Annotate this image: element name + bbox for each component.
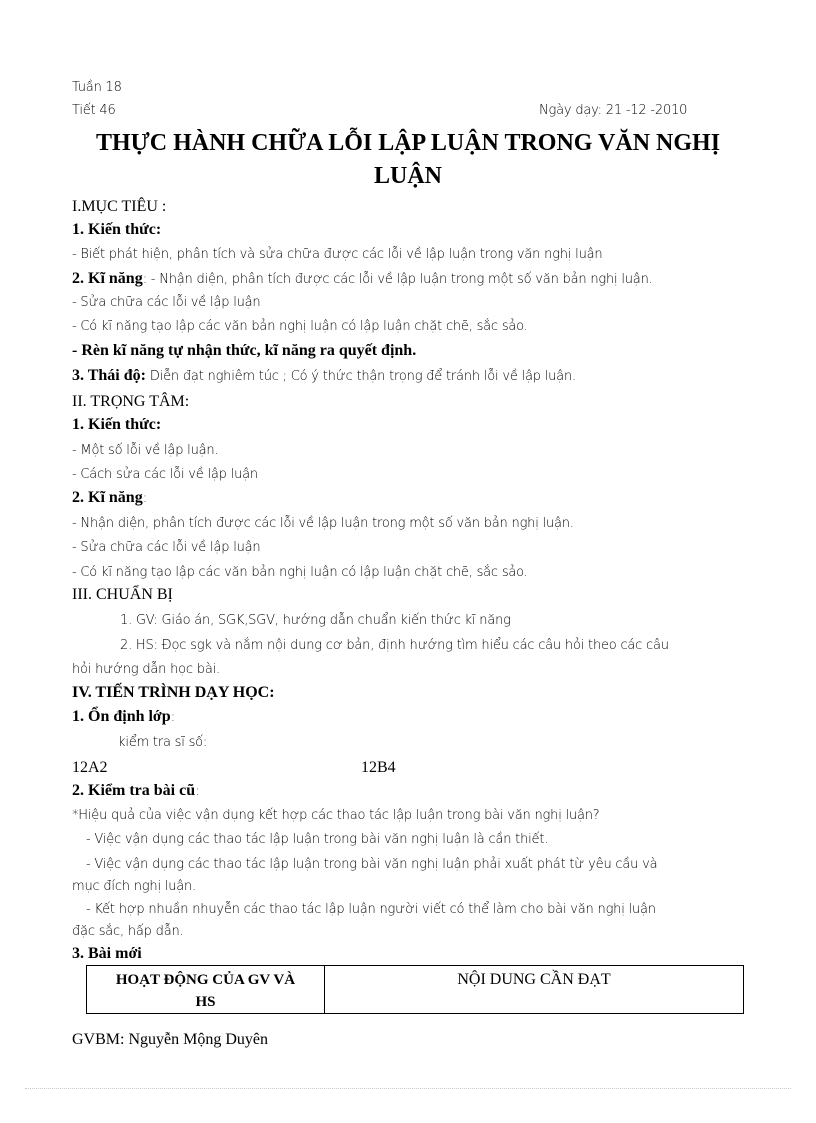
objectives-attitude-heading: 3. Thái độ: [72, 367, 146, 384]
class-label: 12B4 [361, 759, 396, 776]
objectives-skills-line [72, 269, 653, 290]
preparation-heading: III. CHUẨN BỊ [72, 586, 173, 603]
objectives-knowledge-item: - Biết phát hiện, phân tích và sửa chữa được các lỗi về lập luận trong văn nghị luận [72, 247, 603, 262]
table-header-activities [87, 966, 325, 1013]
review-question: *Hiệu quả của việc vận dụng kết hợp các thao tác lập luận trong bài văn nghị luận? [72, 808, 600, 823]
lesson-activity-table [86, 965, 744, 1014]
attendance-label: kiểm tra sĩ số: [118, 735, 208, 750]
step2-heading-line [72, 781, 199, 802]
focus-skills-item: - Nhận diện, phân tích được các lỗi về lập luận trong một số văn bản nghị luận. [72, 516, 574, 531]
objectives-heading: I.MỤC TIÊU : [72, 198, 167, 215]
review-answer-continued: mục đích nghị luận. [72, 879, 196, 894]
focus-knowledge-item: - Một số lỗi về lập luận. [72, 443, 219, 458]
focus-skills-colon: : [142, 491, 147, 506]
table-header-content: NỘI DUNG CẦN ĐẠT [457, 971, 611, 988]
objectives-skills-item: - Sửa chữa các lỗi về lập luận [72, 295, 261, 310]
teacher-footer: GVBM: Nguyễn Mộng Duyên [72, 1031, 268, 1048]
week-label: Tuần 18 [72, 80, 122, 95]
review-answer: - Việc vận dụng các thao tác lập luận trong bài văn nghị luận phải xuất phát từ yêu cầu và [86, 857, 658, 872]
step3-heading: 3. Bài mới [72, 945, 142, 962]
objectives-skills-item: - Có kĩ năng tạo lập các văn bản nghị luận có lập luận chặt chẽ, sắc sảo. [72, 319, 528, 334]
objectives-knowledge-heading: 1. Kiến thức: [72, 221, 162, 238]
objectives-attitude-text: Diễn đạt nghiêm túc ; Có ý thức thận trọng để tránh lỗi về lập luận. [145, 369, 576, 384]
focus-knowledge-item: - Cách sửa các lỗi về lập luận [72, 467, 258, 482]
class-label: 12A2 [72, 759, 108, 776]
step2-colon: : [195, 784, 200, 799]
date-label: Ngày dạy: 21 -12 -2010 [539, 103, 688, 118]
review-answer: - Kết hợp nhuần nhuyễn các thao tác lập luận người viết có thể làm cho bài văn nghị luận [86, 902, 656, 917]
step2-heading: 2. Kiểm tra bài cũ [72, 782, 196, 799]
preparation-item: 1. GV: Giáo án, SGK,SGV, hướng dẫn chuẩn kiến thức kĩ năng [120, 613, 511, 628]
focus-knowledge-heading: 1. Kiến thức: [72, 416, 162, 433]
objectives-skills-item: : - Nhận diện, phân tích được các lỗi về lập luận trong một số văn bản nghị luận. [142, 272, 653, 287]
focus-heading: II. TRỌNG TÂM: [72, 393, 190, 410]
period-label: Tiết 46 [72, 103, 116, 118]
objectives-attitude-line [72, 366, 576, 387]
page-footer-divider [25, 1088, 791, 1089]
focus-skills-heading: 2. Kĩ năng [72, 489, 143, 506]
focus-skills-item: - Sửa chữa các lỗi về lập luận [72, 540, 261, 555]
preparation-item: 2. HS: Đọc sgk và nắm nội dung cơ bản, định hướng tìm hiểu các câu hỏi theo các câu [120, 638, 669, 653]
preparation-item-continued: hỏi hướng dẫn học bài. [72, 662, 220, 677]
review-answer: - Việc vận dụng các thao tác lập luận trong bài văn nghị luận là cần thiết. [86, 832, 549, 847]
step1-heading-line [72, 707, 175, 728]
table-header-activities-line: HOẠT ĐỘNG CỦA GV VÀ [115, 972, 296, 988]
process-heading: IV. TIẾN TRÌNH DẠY HỌC: [72, 684, 275, 701]
objectives-skills-heading: 2. Kĩ năng [72, 270, 143, 287]
page-title: THỰC HÀNH CHỮA LỖI LẬP LUẬN TRONG VĂN NGHỊ [95, 130, 721, 156]
focus-skills-item: - Có kĩ năng tạo lập các văn bản nghị luận có lập luận chặt chẽ, sắc sảo. [72, 565, 528, 580]
step1-heading: 1. Ổn định lớp [72, 708, 171, 725]
focus-skills-heading-line [72, 488, 147, 509]
table-header-activities-line: HS [195, 994, 216, 1010]
review-answer-continued: đặc sắc, hấp dẫn. [72, 924, 184, 939]
page-title-continued: LUẬN [373, 163, 442, 189]
step1-colon: : [170, 710, 175, 725]
objectives-skills-item: - Rèn kĩ năng tự nhận thức, kĩ năng ra quyết định. [72, 342, 417, 359]
